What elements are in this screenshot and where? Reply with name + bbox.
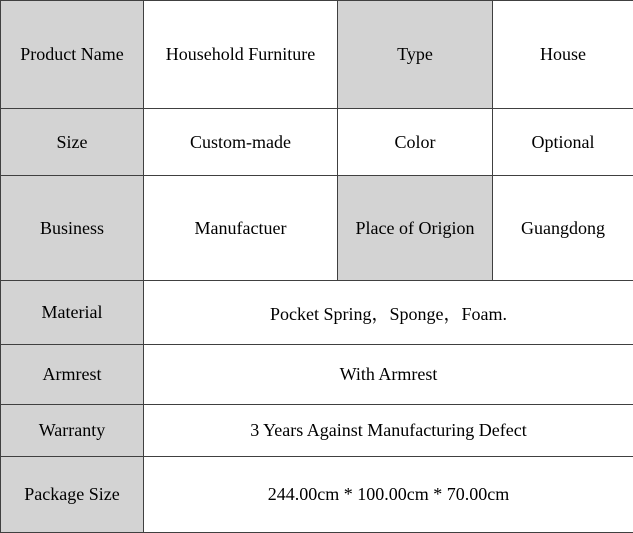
- business-label: Business: [1, 176, 144, 281]
- table-row: [1, 457, 633, 533]
- table-row: [1, 1, 633, 109]
- material-label: Material: [1, 281, 144, 345]
- type-label: Type: [338, 1, 493, 109]
- warranty-value: 3 Years Against Manufacturing Defect: [144, 405, 633, 457]
- type-value: House: [493, 1, 633, 109]
- table-row: [1, 345, 633, 405]
- size-value: Custom-made: [144, 109, 338, 176]
- warranty-label: Warranty: [1, 405, 144, 457]
- package-size-value: 244.00cm * 100.00cm * 70.00cm: [144, 457, 633, 533]
- product-name-label: Product Name: [1, 1, 144, 109]
- product-name-value: Household Furniture: [144, 1, 338, 109]
- table-row: [1, 176, 633, 281]
- color-value: Optional: [493, 109, 633, 176]
- material-value: Pocket Spring，Sponge，Foam.: [144, 281, 633, 345]
- place-of-origin-label: Place of Origion: [338, 176, 493, 281]
- place-of-origin-value: Guangdong: [493, 176, 633, 281]
- armrest-value: With Armrest: [144, 345, 633, 405]
- armrest-label: Armrest: [1, 345, 144, 405]
- table-row: [1, 109, 633, 176]
- business-value: Manufactuer: [144, 176, 338, 281]
- table-row: [1, 281, 633, 345]
- color-label: Color: [338, 109, 493, 176]
- table-row: [1, 405, 633, 457]
- size-label: Size: [1, 109, 144, 176]
- package-size-label: Package Size: [1, 457, 144, 533]
